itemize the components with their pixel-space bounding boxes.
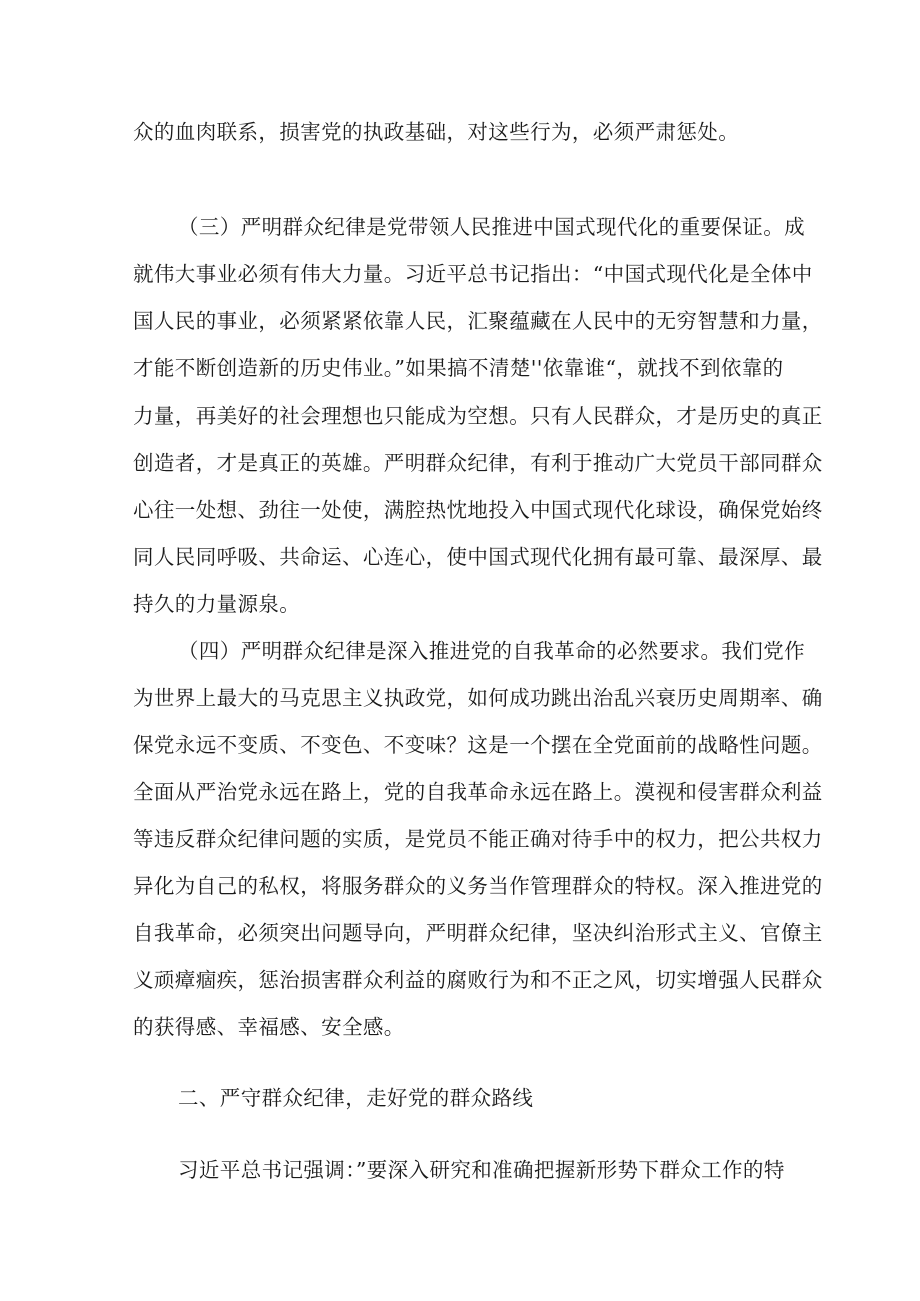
text-line: 就伟大事业必须有伟大力量。习近平总书记指出：“中国式现代化是全体中: [133, 262, 813, 286]
text-line: 保党永远不变质、不变色、不变味？这是一个摆在全党面前的战略性问题。: [133, 733, 823, 757]
text-line: 创造者，才是真正的英雄。严明群众纪律，有利于推动广大党员干部同群众: [133, 451, 823, 475]
section-4-first-line: （四）严明群众纪律是深入推进党的自我革命的必然要求。我们党作: [178, 639, 805, 663]
text-line: 众的血肉联系，损害党的执政基础，对这些行为，必须严肃惩处。: [133, 120, 740, 144]
section-3-first-line: （三）严明群众纪律是党带领人民推进中国式现代化的重要保证。成: [178, 215, 805, 239]
text-line: 为世界上最大的马克思主义执政党，如何成功跳出治乱兴衰历史周期率、确: [133, 686, 823, 710]
text-line: 等违反群众纪律问题的实质，是党员不能正确对待手中的权力，把公共权力: [133, 827, 823, 851]
text-line: 全面从严治党永远在路上，党的自我革命永远在路上。漠视和侵害群众利益: [133, 780, 823, 804]
text-line: 才能不断创造新的历史伟业。”如果搞不清楚''依靠谁“，就找不到依靠的: [133, 356, 784, 380]
text-line: 异化为自己的私权，将服务群众的义务当作管理群众的特权。深入推进党的: [133, 874, 823, 898]
text-line: 义顽瘴痼疾，惩治损害群众利益的腐败行为和不正之风，切实增强人民群众: [133, 968, 823, 992]
section-heading: 二、严守群众纪律，走好党的群众路线: [178, 1086, 534, 1110]
text-line: 心往一处想、劲往一处使，满腔热忱地投入中国式现代化球设，确保党始终: [133, 498, 823, 522]
text-line: 同人民同呼吸、共命运、心连心，使中国式现代化拥有最可靠、最深厚、最: [133, 545, 823, 569]
text-line: 的获得感、幸福感、安全感。: [133, 1015, 405, 1039]
text-line: 国人民的事业，必须紧紧依靠人民，汇聚蕴藏在人民中的无穷智慧和力量，: [133, 309, 823, 333]
text-line: 自我革命，必须突出问题导向，严明群众纪律，坚决纠治形式主义、官僚主: [133, 921, 823, 945]
text-line: 力量，再美好的社会理想也只能成为空想。只有人民群众，才是历史的真正: [133, 404, 823, 428]
text-line: 持久的力量源泉。: [133, 592, 301, 616]
paragraph-first-line: 习近平总书记强调：”要深入研究和准确把握新形势下群众工作的特: [178, 1158, 785, 1182]
